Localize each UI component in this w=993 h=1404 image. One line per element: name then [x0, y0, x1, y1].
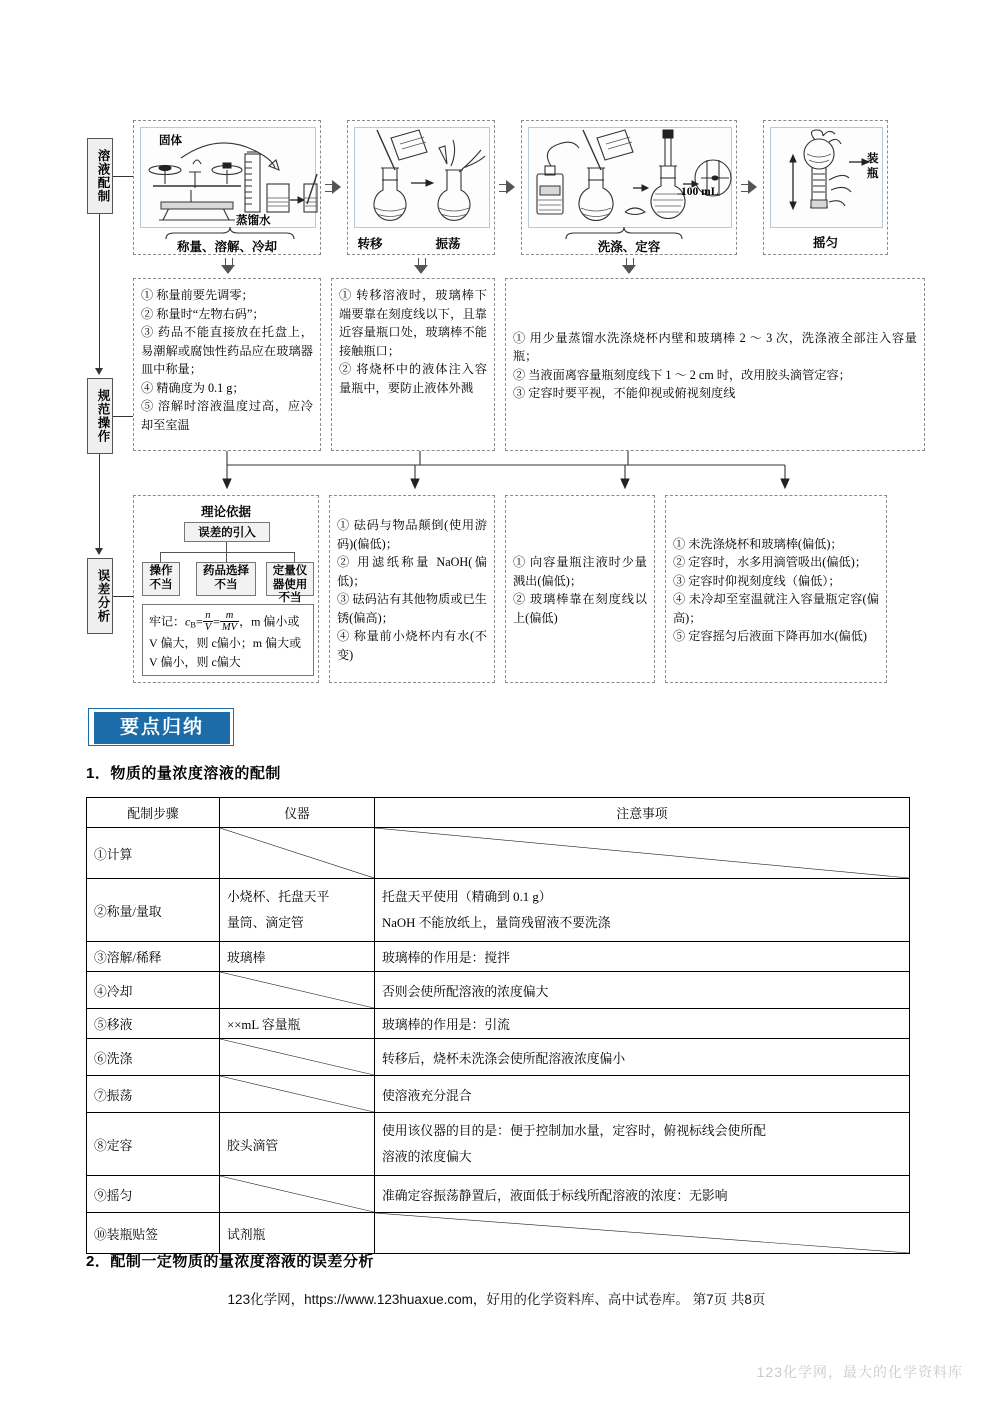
formula-f2-den: MV	[221, 622, 238, 633]
error-weighing-line-3: ③ 砝码沾有其他物质或已生锈(偏高)；	[337, 592, 487, 625]
formula-f1-den: V	[204, 622, 212, 633]
cell-instrument	[220, 972, 375, 1009]
stage-standard-operation: 规范操作	[87, 378, 113, 454]
table-header-row	[87, 798, 910, 828]
cell-notes	[375, 828, 910, 879]
badge-label: 要点归纳	[94, 712, 230, 744]
error-fixvolume-line-2: ② 定容时，水多用滴管吸出(偏低)；	[673, 555, 867, 569]
error-weighing-line-1: ① 砝码与物品颠倒(使用游码)(偏低)；	[337, 518, 487, 551]
panel-wash-fix-volume	[521, 120, 737, 255]
formula-c-sub: B	[190, 620, 196, 630]
formula-fraction-1	[203, 610, 213, 633]
table-row	[87, 942, 910, 972]
error-weighing-line-4: ④ 称量前小烧杯内有水(不变)	[337, 629, 487, 662]
note-transfer	[331, 278, 495, 451]
panel3-caption: 洗涤、定容	[597, 240, 661, 254]
cell-instrument	[220, 879, 375, 942]
table-row	[87, 1113, 910, 1176]
panel3-inner-frame	[528, 127, 732, 228]
table-row	[87, 1176, 910, 1213]
theory-child-reagent: 药品选择不当	[196, 562, 256, 596]
arrow-panel3-down	[622, 258, 636, 274]
table-row	[87, 1076, 910, 1113]
formula-f1-num: n	[203, 610, 213, 622]
note-weighing-line-1: ① 称量前要先调零；	[141, 288, 254, 302]
formula-prefix: 牢记：	[149, 614, 186, 629]
panel-weigh-dissolve-cool	[133, 120, 321, 255]
cell-notes: 否则会使所配溶液的浓度偏大	[375, 972, 910, 1009]
formula-eq-2: =	[213, 614, 220, 629]
panel-transfer-shake	[347, 120, 495, 255]
note-washing-line-1: ① 用少量蒸馏水洗涤烧杯内壁和玻璃棒 2 ～ 3 次，洗涤液全部注入容量瓶；	[513, 330, 917, 363]
preparation-flow-diagram	[85, 110, 925, 685]
note-washing-line-2: ② 当液面离容量瓶刻度线下 1 ～ 2 cm 时，改用胶头滴管定容；	[513, 367, 851, 382]
cell-step: ⑦振荡	[87, 1076, 220, 1113]
cell-notes: 使溶液充分混合	[375, 1076, 910, 1113]
cell-notes: 准确定容振荡静置后，液面低于标线所配溶液的浓度：无影响	[375, 1176, 910, 1213]
error-transfer-line-2: ② 玻璃棒靠在刻度线以上(偏低)	[513, 592, 647, 625]
arrow-panel1-to-panel2	[325, 180, 341, 194]
formula-f2-num: m	[220, 610, 239, 622]
arrow-panel3-to-panel4	[741, 180, 757, 194]
theory-root-node: 误差的引入	[184, 522, 270, 542]
formula-eq: =	[195, 614, 203, 629]
cell-instrument: 胶头滴管	[220, 1113, 375, 1176]
theory-title: 理论依据	[200, 505, 251, 519]
note-weighing-line-4: ④ 精确度为 0.1 g；	[141, 380, 245, 395]
error-weighing-box	[329, 495, 495, 683]
note-weighing-line-3: ③ 药品不能直接放在托盘上，易潮解或腐蚀性药品应在玻璃器皿中称量；	[141, 325, 313, 376]
note-transfer-line-2: ② 将烧杯中的液体注入容量瓶中，要防止液体外溅	[339, 362, 487, 395]
cell-instrument: 玻璃棒	[220, 942, 375, 972]
cell-instrument	[220, 1176, 375, 1213]
formula-c: c	[185, 614, 191, 629]
stage-error-analysis: 误差分析	[87, 558, 113, 634]
cell-instrument: ××mL 容量瓶	[220, 1009, 375, 1039]
preparation-steps-table	[86, 797, 910, 1254]
cell-instrument	[220, 1039, 375, 1076]
cell-step: ⑥洗涤	[87, 1039, 220, 1076]
instrument-line-1: 小烧杯、托盘天平	[227, 890, 330, 904]
table-row	[87, 972, 910, 1009]
panel1-caption: 称量、溶解、冷却	[176, 240, 277, 254]
stage-solution-preparation: 溶液配制	[87, 138, 113, 214]
heading-error-analysis: 2．配制一定物质的量浓度溶液的误差分析	[86, 1253, 374, 1270]
note-weighing-line-5: ⑤ 溶解时溶液温度过高，应冷却至室温	[141, 399, 313, 432]
theory-formula	[142, 604, 314, 676]
table-row	[87, 879, 910, 942]
error-fixvolume-line-5: ⑤ 定容摇匀后液面下降再加水(偏低)	[673, 629, 867, 643]
note-line-2: 溶液的浓度偏大	[382, 1150, 472, 1164]
arrow-panel2-down	[414, 258, 428, 274]
theory-line-b3	[294, 552, 295, 562]
panel4-inner-frame	[770, 127, 883, 228]
formula-fraction-2	[220, 610, 239, 633]
error-weighing-line-2: ② 用滤纸称量 NaOH(偏低)；	[337, 555, 487, 588]
panel2-caption-shake: 振荡	[435, 237, 461, 251]
cell-step: ②称量/量取	[87, 879, 220, 942]
note-transfer-line-1: ① 转移溶液时，玻璃棒下端要靠在刻度线以下，且靠近容量瓶口处，玻璃棒不能接触瓶口；	[339, 288, 487, 358]
note-line-1: 托盘天平使用（精确到 0.1 g）	[382, 890, 552, 904]
th-notes: 注意事项	[375, 798, 910, 828]
cell-notes	[375, 879, 910, 942]
cell-step: ⑧定容	[87, 1113, 220, 1176]
cell-step: ⑤移液	[87, 1009, 220, 1039]
note-weighing-line-2: ② 称量时“左物右码”；	[141, 306, 265, 321]
cell-notes	[375, 1213, 910, 1254]
cell-instrument: 试剂瓶	[220, 1213, 375, 1254]
cell-notes: 玻璃棒的作用是：引流	[375, 1009, 910, 1039]
cell-step: ④冷却	[87, 972, 220, 1009]
stage-arrow-1	[95, 368, 103, 375]
note-line-1: 使用该仪器的目的是：便于控制加水量，定容时，俯视标线会使所配	[382, 1124, 766, 1138]
instrument-line-2: 量筒、滴定管	[227, 916, 304, 930]
table-row	[87, 1009, 910, 1039]
note-washing-line-3: ③ 定容时要平视，不能仰视或俯视刻度线	[513, 386, 736, 400]
th-instrument: 仪器	[220, 798, 375, 828]
panel4-label-bottling: 装瓶	[867, 153, 879, 180]
error-fixvolume-line-4: ④ 未冷却至室温就注入容量瓶定容(偏高)；	[673, 592, 879, 625]
wash-fixvolume-illustration	[529, 128, 733, 229]
cell-notes: 玻璃棒的作用是：搅拌	[375, 942, 910, 972]
theory-child-instrument: 定量仪器使用不当	[266, 562, 314, 596]
note-weighing	[133, 278, 321, 451]
theory-line-b2	[226, 552, 227, 562]
stage-connector-2	[113, 416, 133, 417]
error-transfer-line-1: ① 向容量瓶注液时少量溅出(偏低)；	[513, 555, 647, 588]
theory-line-b1	[160, 552, 161, 562]
panel2-inner-frame	[354, 127, 490, 228]
theory-basis-box	[133, 495, 319, 683]
stage-arrow-2	[95, 548, 103, 555]
section-badge	[88, 702, 238, 746]
arrow-panel1-down	[221, 258, 235, 274]
cell-step: ⑨摇匀	[87, 1176, 220, 1213]
error-transfer-box	[505, 495, 655, 683]
panel1-label-solid: 固体	[159, 135, 182, 147]
arrow-panel2-to-panel3	[499, 180, 515, 194]
row2-to-row3-connectors	[85, 451, 925, 495]
cell-instrument	[220, 828, 375, 879]
watermark: 123化学网，最大的化学资料库	[756, 1364, 963, 1380]
page-footer: 123化学网，https://www.123huaxue.com，好用的化学资料库、高中试卷库。 第7页 共8页	[227, 1292, 766, 1307]
theory-line-horiz	[160, 552, 294, 553]
cell-notes	[375, 1113, 910, 1176]
heading-preparation: 1．物质的量浓度溶液的配制	[86, 765, 281, 782]
table-row	[87, 1039, 910, 1076]
cell-step: ⑩装瓶贴签	[87, 1213, 220, 1254]
cell-step: ③溶解/稀释	[87, 942, 220, 972]
panel1-label-distilled-water: 蒸馏水	[236, 215, 271, 227]
error-fixvolume-box	[665, 495, 887, 683]
stage-spine-1	[99, 214, 100, 374]
transfer-shake-illustration	[355, 128, 491, 229]
formula-tail: ，m 偏小或 V 偏大，则 c偏小；m 偏大或 V 偏小，则 c偏大	[149, 614, 302, 670]
stage-connector-3	[113, 596, 133, 597]
cell-notes: 转移后，烧杯未洗涤会使所配溶液浓度偏小	[375, 1039, 910, 1076]
panel2-caption-transfer: 转移	[357, 237, 383, 251]
panel-shake-well	[763, 120, 888, 255]
note-washing	[505, 278, 925, 451]
cell-step: ①计算	[87, 828, 220, 879]
cell-instrument	[220, 1076, 375, 1113]
table-row	[87, 828, 910, 879]
error-fixvolume-line-1: ① 未洗涤烧杯和玻璃棒(偏低)；	[673, 536, 843, 551]
theory-child-operation: 操作不当	[142, 562, 180, 596]
panel4-caption: 摇匀	[812, 236, 838, 250]
table-row	[87, 1213, 910, 1254]
th-step: 配制步骤	[87, 798, 220, 828]
panel1-inner-frame	[140, 127, 316, 228]
theory-line-vert	[226, 542, 227, 552]
panel3-label-100ml: 100 mL	[681, 186, 719, 198]
note-line-2: NaOH 不能放纸上，量筒残留液不要洗涤	[382, 916, 611, 930]
error-fixvolume-line-3: ③ 定容时仰视刻度线（偏低）；	[673, 573, 841, 588]
stage-label-column	[85, 110, 121, 685]
stage-connector-1	[113, 176, 133, 177]
